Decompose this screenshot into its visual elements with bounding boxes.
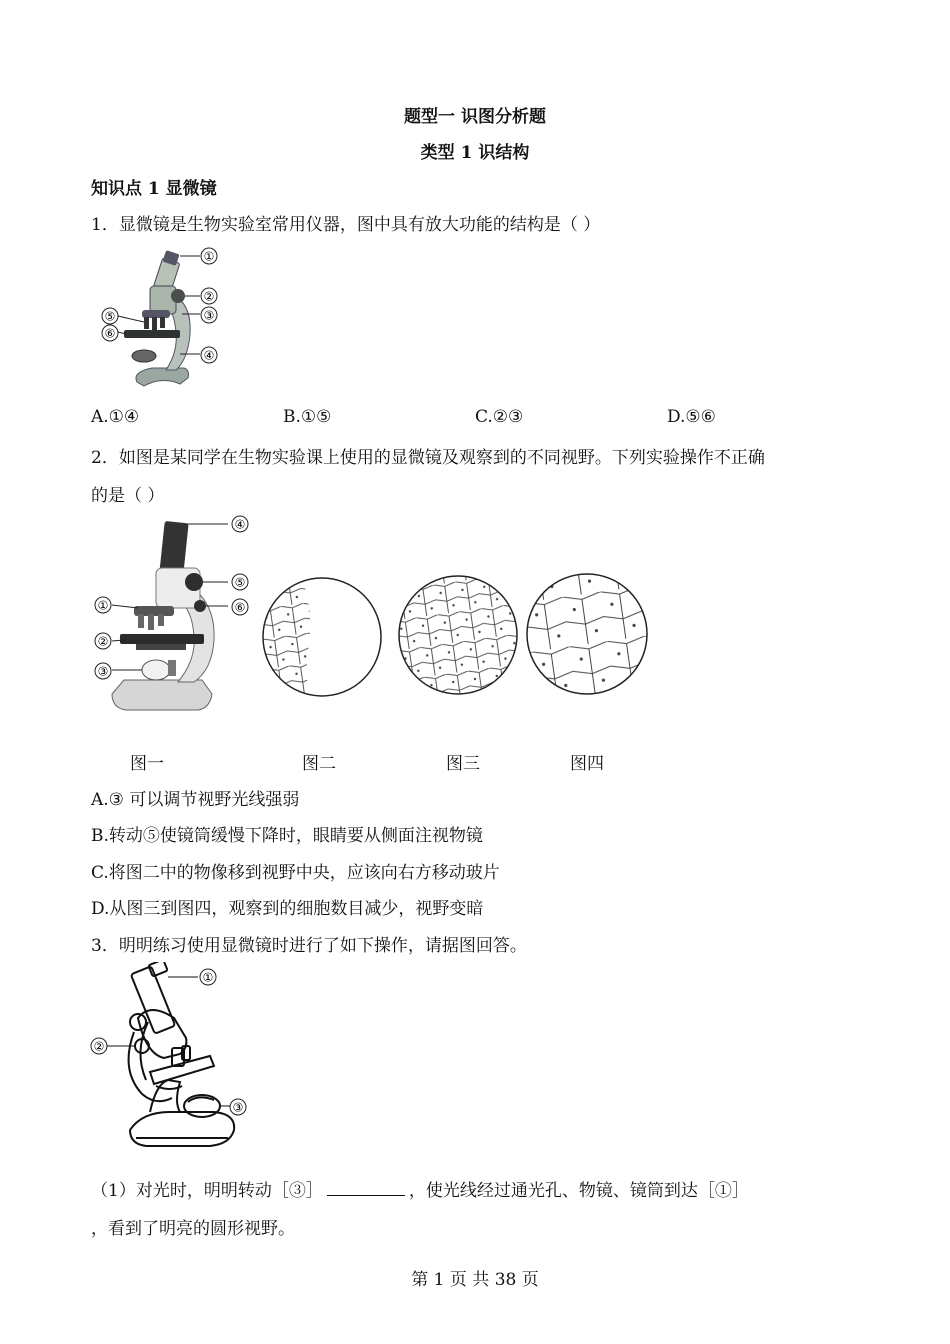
q3-sub1-answer-blank[interactable] (327, 1181, 405, 1196)
q1-label-2: ② (203, 289, 215, 304)
q2-view-4 (520, 567, 660, 702)
q2-stem-line1: 2．如图是某同学在生物实验课上使用的显微镜及观察到的不同视野。下列实验操作不正确 (91, 448, 765, 468)
q3-label-2: ② (93, 1039, 105, 1054)
q2-label-2: ② (97, 634, 109, 649)
q3-sub1-text-a: （1）对光时，明明转动［③］ (91, 1181, 323, 1201)
q3-sub1-text-b: ，使光线经过通光孔、物镜、镜筒到达［①］ (408, 1181, 749, 1201)
q1-microscope-image (92, 244, 232, 394)
q2-label-1: ① (97, 598, 109, 613)
q2-label-4: ④ (234, 517, 246, 532)
q2-label-6: ⑥ (234, 600, 246, 615)
q1-option-d[interactable]: D.⑤⑥ (667, 407, 716, 427)
page-footer: 第 1 页 共 38 页 (411, 1270, 539, 1290)
q3-sub1-line1 (91, 1176, 749, 1201)
page-subtitle: 类型 1 识结构 (420, 143, 530, 163)
q1-label-5: ⑤ (104, 309, 116, 324)
q2-label-5: ⑤ (234, 575, 246, 590)
q2-microscope-image (95, 516, 248, 710)
q2-view-3 (390, 572, 530, 702)
q2-caption-1: 图一 (130, 754, 164, 774)
q2-view-2 (260, 572, 381, 702)
q3-microscope-image (90, 962, 260, 1154)
q1-label-3: ③ (203, 308, 215, 323)
q1-stem: 1．显微镜是生物实验室常用仪器，图中具有放大功能的结构是（ ） (91, 215, 601, 235)
q2-figure (90, 512, 660, 732)
q2-stem-line2: 的是（ ） (91, 486, 165, 506)
q1-option-a[interactable]: A.①④ (91, 407, 140, 427)
q2-option-b[interactable]: B.转动⑤使镜筒缓慢下降时，眼睛要从侧面注视物镜 (91, 826, 483, 846)
q2-option-a[interactable]: A.③ 可以调节视野光线强弱 (91, 790, 300, 810)
page-title: 题型一 识图分析题 (404, 107, 546, 127)
q1-label-4: ④ (203, 348, 215, 363)
q2-option-c[interactable]: C.将图二中的物像移到视野中央，应该向右方移动玻片 (91, 863, 500, 883)
q2-caption-4: 图四 (570, 754, 604, 774)
section-heading: 知识点 1 显微镜 (91, 179, 217, 199)
q1-label-1: ① (203, 249, 215, 264)
q2-caption-2: 图二 (302, 754, 336, 774)
q2-label-3: ③ (97, 664, 109, 679)
q1-option-b[interactable]: B.①⑤ (283, 407, 332, 427)
q1-label-6: ⑥ (104, 326, 116, 341)
q3-stem: 3．明明练习使用显微镜时进行了如下操作，请据图回答。 (91, 936, 527, 956)
q2-option-d[interactable]: D.从图三到图四，观察到的细胞数目减少，视野变暗 (91, 899, 484, 919)
q2-caption-3: 图三 (446, 754, 480, 774)
q3-label-1: ① (202, 970, 214, 985)
q3-sub1-line2: ，看到了明亮的圆形视野。 (91, 1219, 295, 1239)
q1-option-c[interactable]: C.②③ (475, 407, 524, 427)
q3-label-3: ③ (232, 1100, 244, 1115)
